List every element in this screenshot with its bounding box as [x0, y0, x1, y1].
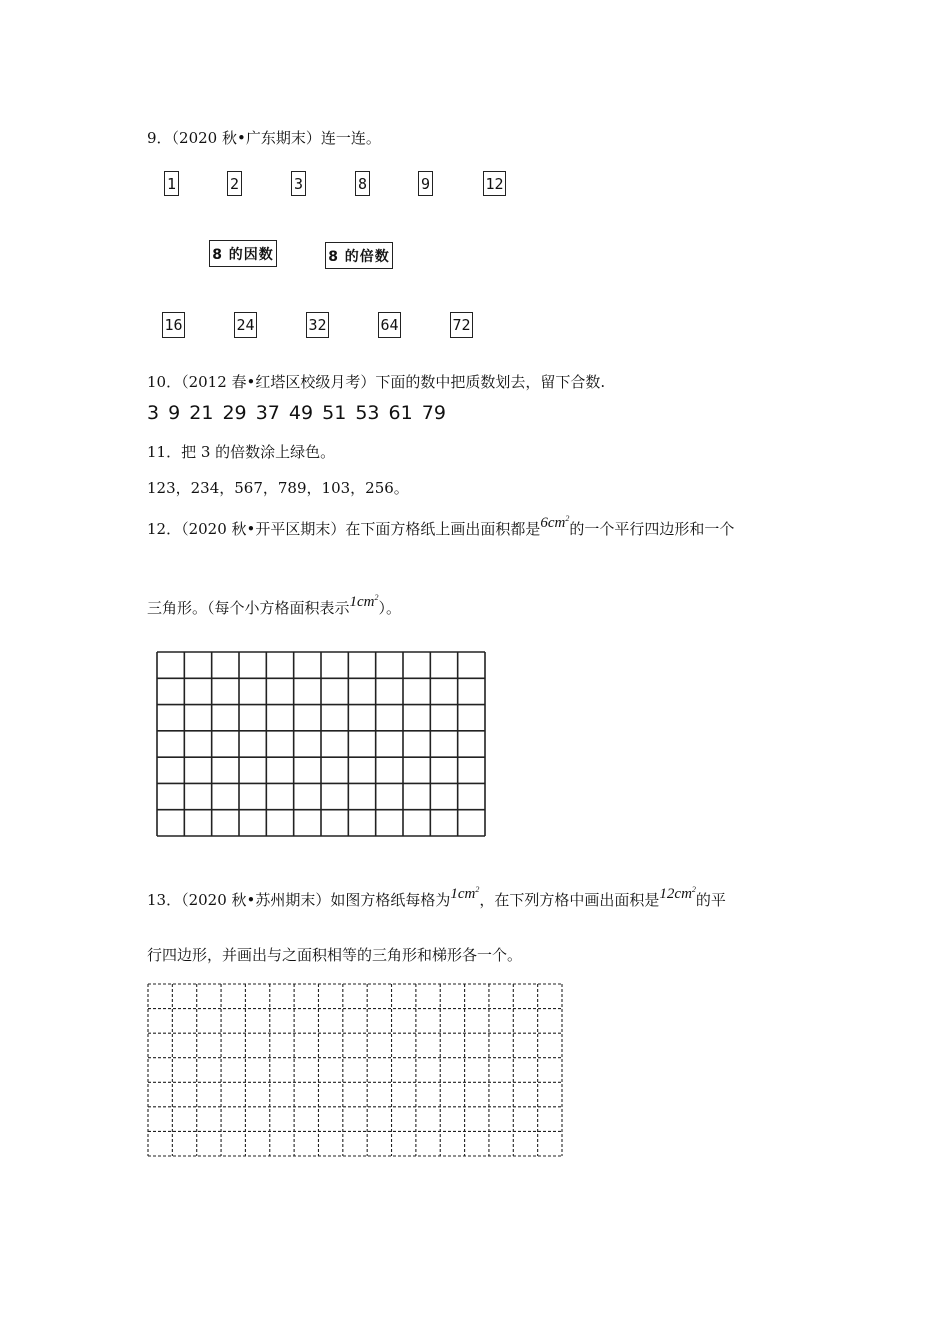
number-box: 2 — [227, 171, 242, 196]
factor-label-box: 8 的因数 — [209, 240, 277, 267]
question-10-numbers: 3 9 21 29 37 49 51 53 61 79 — [147, 402, 446, 424]
number-box: 3 — [291, 171, 306, 196]
multiple-label-box: 8 的倍数 — [325, 242, 393, 269]
q12-text-part: 的一个平行四边形和一个 — [569, 520, 735, 538]
area-formula: $12cm^2$ — [659, 885, 696, 902]
unit-formula: $1cm^2$ — [450, 885, 480, 902]
question-11-numbers: 123，234，567，789，103，256。 — [147, 479, 409, 497]
number-box: 24 — [234, 312, 257, 338]
q12-text-part: ）。 — [378, 599, 402, 617]
number-box: 72 — [450, 312, 473, 338]
q13-text-part: ，在下列方格中画出面积是 — [479, 891, 660, 909]
grid-paper-dashed[interactable] — [146, 982, 564, 1158]
question-12-line2 — [147, 595, 401, 619]
question-9-text: 9．（2020 秋•广东期末）连一连。 — [147, 129, 381, 147]
question-10-text: 10．（2012 春•红塔区校级月考）下面的数中把质数划去，留下合数. — [147, 373, 606, 391]
unit-formula: $1cm^2$ — [349, 593, 379, 610]
number-box: 12 — [483, 171, 506, 196]
number-box: 32 — [306, 312, 329, 338]
question-11-text: 11．把 3 的倍数涂上绿色。 — [147, 443, 336, 461]
question-13-line1 — [147, 887, 726, 911]
question-12-line1 — [147, 516, 734, 540]
q13-text-part: 13．（2020 秋•苏州期末）如图方格纸每格为 — [147, 891, 451, 909]
number-box: 9 — [418, 171, 433, 196]
question-13-line2: 行四边形，并画出与之面积相等的三角形和梯形各一个。 — [147, 946, 523, 964]
grid-paper-solid[interactable] — [155, 650, 487, 838]
area-formula: $6cm^2$ — [540, 514, 570, 531]
number-box: 64 — [378, 312, 401, 338]
number-box: 1 — [164, 171, 179, 196]
number-box: 8 — [355, 171, 370, 196]
q12-text-part: 12．（2020 秋•开平区期末）在下面方格纸上画出面积都是 — [147, 520, 541, 538]
number-box: 16 — [162, 312, 185, 338]
q12-text-part: 三角形。（每个小方格面积表示 — [147, 599, 350, 617]
q13-text-part: 的平 — [695, 891, 726, 909]
